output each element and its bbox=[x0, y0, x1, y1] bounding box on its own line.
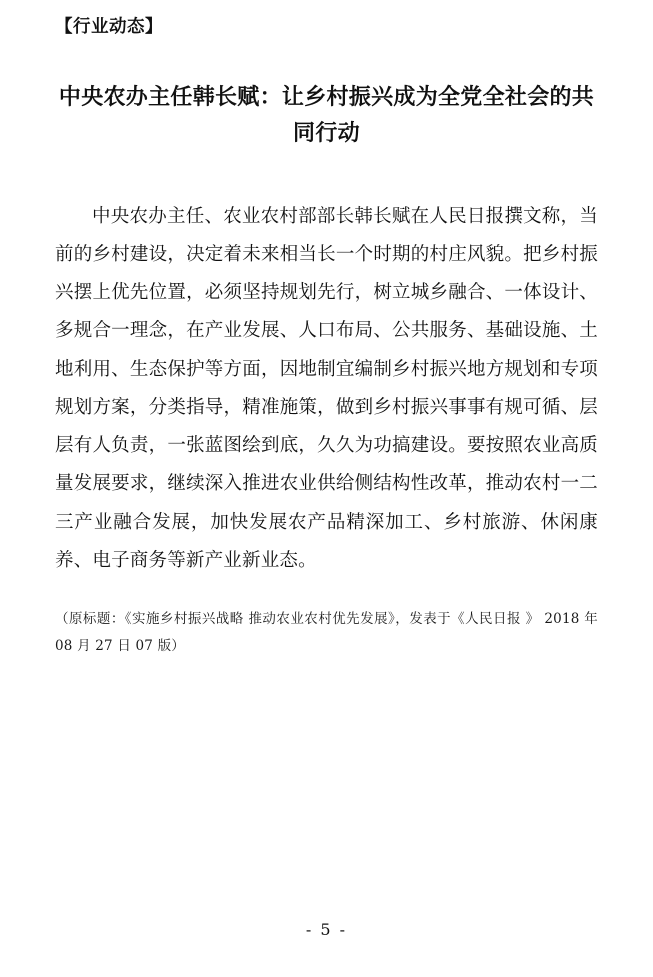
article-body: 中央农办主任、农业农村部部长韩长赋在人民日报撰文称，当前的乡村建设，决定着未来相当长一个时期的村庄风貌。把乡村振兴摆上优先位置，必须坚持规划先行，树立城乡融合、一体设计、多规合一理念，在产业发展、人口布局、公共服务、基础设施、土地利用、生态保护等方面，因地制宜编制乡村振兴地方规划和专项规划方案，分类指导，精准施策，做到乡村振兴事事有规可循、层层有人负责，一张蓝图绘到底，久久为功搞建设。要按照农业高质量发展要求，继续深入推进农业供给侧结构性改革，推动农村一二三产业融合发展，加快发展农产品精深加工、乡村旅游、休闲康养、电子商务等新产业新业态。 bbox=[55, 205, 598, 572]
page-title: 中央农办主任韩长赋：让乡村振兴成为全党全社会的共同行动 bbox=[58, 84, 595, 146]
source-note: （原标题：《实施乡村振兴战略 推动农业农村优先发展》，发表于《人民日报 》 2018 年 08 月 27 日 07 版） bbox=[55, 611, 598, 654]
page-number: - 5 - bbox=[305, 920, 348, 939]
section-tag: 【行业动态】 bbox=[55, 17, 163, 37]
